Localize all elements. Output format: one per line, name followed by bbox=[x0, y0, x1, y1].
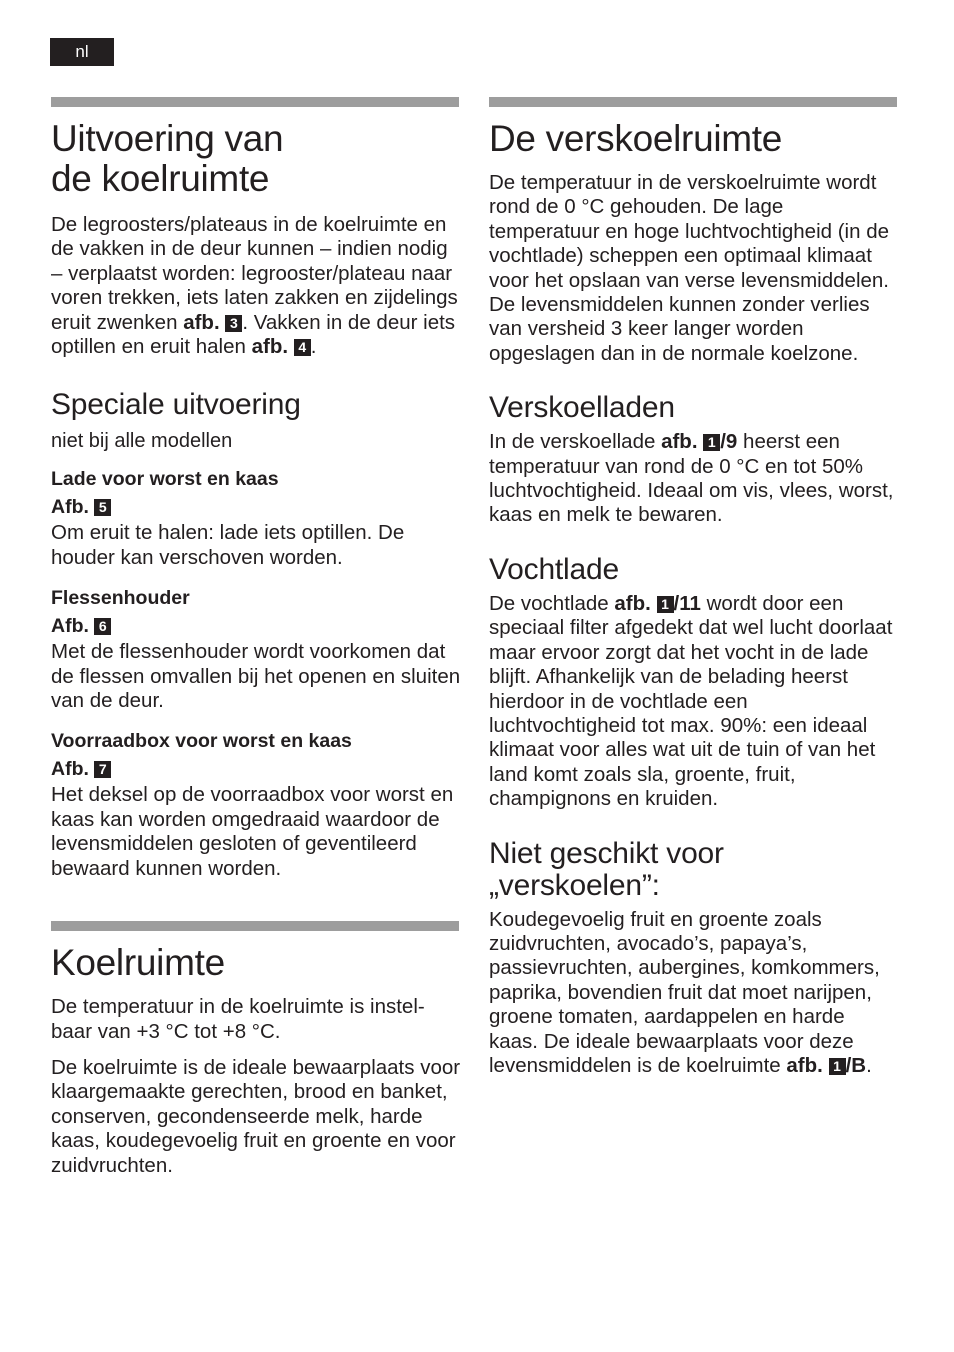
figure-ref-3: 3 bbox=[225, 315, 242, 332]
section-divider bbox=[51, 921, 459, 931]
uitvoering-paragraph: De legroosters/plateaus in de koelruimte en de vakken in de deur kunnen – indien nodig – verplaatst worden: legrooster/plateau naar voren trekken, iets laten zakken en zijdelings eruit zwenken afb. 3 . Vakken in de deur iets optillen en eruit halen afb. 4 . bbox=[51, 213, 458, 359]
item-title-voorraadbox: Voorraadbox voor worst en kaas bbox=[51, 730, 352, 753]
section-title-niet-geschikt: Niet geschikt voor „verskoelen”: bbox=[489, 836, 724, 902]
section-title-vochtlade: Vochtlade bbox=[489, 552, 619, 586]
language-tab: nl bbox=[50, 38, 114, 66]
koelruimte-paragraph-2: De koelruimte is de ideale bewaarplaats voor klaargemaakte gerechten, brood en banket, conserven, gecondenseerde melk, harde kaas, koudegevoelig fruit en groente en voor zuidvruchten. bbox=[51, 1055, 461, 1177]
section-title-uitvoering: Uitvoering van de koelruimte bbox=[51, 118, 284, 199]
item-title-lade: Lade voor worst en kaas bbox=[51, 468, 279, 491]
koelruimte-paragraph-1: De temperatuur in de koelruimte is instel-baar van +3 °C tot +8 °C. bbox=[51, 995, 425, 1043]
figure-ref-6: 6 bbox=[94, 618, 111, 635]
niet-geschikt-paragraph: Koudegevoelig fruit en groente zoals zuidvruchten, avocado’s, papaya’s, passievruchten, aubergines, komkommers, paprika, bovendien fruit dat moet narijpen, groene tomaten, aardappelen en harde kaas. De ideale bewaarplaats voor deze levensmiddelen is de koelruimte afb. 1 /B. bbox=[489, 907, 880, 1077]
verskoelladen-paragraph: In de verskoellade afb. 1 /9 heerst een temperatuur van rond de 0 °C en tot 50% luchtvochtigheid. Ideaal om vis, vlees, worst, kaas en melk te bewaren. bbox=[489, 430, 894, 527]
section-title-verskoelladen: Verskoelladen bbox=[489, 391, 675, 425]
figure-ref-1: 1 bbox=[703, 434, 720, 451]
item-text-lade: Om eruit te halen: lade iets optillen. De houder kan verschoven worden. bbox=[51, 521, 405, 569]
item-title-flessenhouder: Flessenhouder bbox=[51, 587, 190, 610]
figure-ref-1: 1 bbox=[657, 596, 674, 613]
item-afb-voorraadbox: Afb. 7 bbox=[51, 755, 461, 783]
speciale-note: niet bij alle modellen bbox=[51, 430, 233, 453]
section-title-verskoelruimte: De verskoelruimte bbox=[489, 118, 783, 159]
verskoelruimte-paragraph-1: De temperatuur in de verskoelruimte wordt rond de 0 °C gehouden. De lage temperatuur en hoge luchtvochtigheid (in de vochtlade) scheppen een optimaal klimaat voor het opslaan van verse levensmiddelen. bbox=[489, 171, 890, 292]
item-afb-lade: Afb. 5 bbox=[51, 493, 461, 521]
figure-ref-5: 5 bbox=[94, 499, 111, 516]
item-afb-flessenhouder: Afb. 6 bbox=[51, 612, 461, 640]
section-title-speciale: Speciale uitvoering bbox=[51, 388, 301, 422]
section-divider bbox=[51, 97, 459, 107]
figure-ref-4: 4 bbox=[294, 339, 311, 356]
item-text-flessenhouder: Met de flessenhouder wordt voorkomen dat de flessen omvallen bij het openen en sluiten van de deur. bbox=[51, 640, 461, 713]
figure-ref-7: 7 bbox=[94, 761, 111, 778]
right-column bbox=[489, 97, 899, 1078]
verskoelruimte-paragraph-2: De levensmiddelen kunnen zonder verlies van versheid 3 keer langer worden opgeslagen dan in de normale koelzone. bbox=[489, 293, 870, 365]
section-title-koelruimte: Koelruimte bbox=[51, 942, 225, 984]
item-text-voorraadbox: Het deksel op de voorraadbox voor worst en kaas kan worden omgedraaid waardoor de levensmiddelen gesloten of geventileerd bewaard kunnen worden. bbox=[51, 783, 454, 880]
section-divider bbox=[489, 97, 897, 107]
left-column bbox=[51, 97, 461, 1178]
figure-ref-1: 1 bbox=[829, 1058, 846, 1075]
vochtlade-paragraph: De vochtlade afb. 1 /11 wordt door een speciaal filter afgedekt dat wel lucht doorlaat maar ervoor zorgt dat het vocht in de lade blijft. Afhankelijk van de belading heerst hierdoor in de vochtlade een luchtvochtigheid tot max. 90%: een ideaal klimaat voor alles wat uit de tuin of van het land komt zoals sla, groente, fruit, champignons en kruiden. bbox=[489, 591, 893, 811]
